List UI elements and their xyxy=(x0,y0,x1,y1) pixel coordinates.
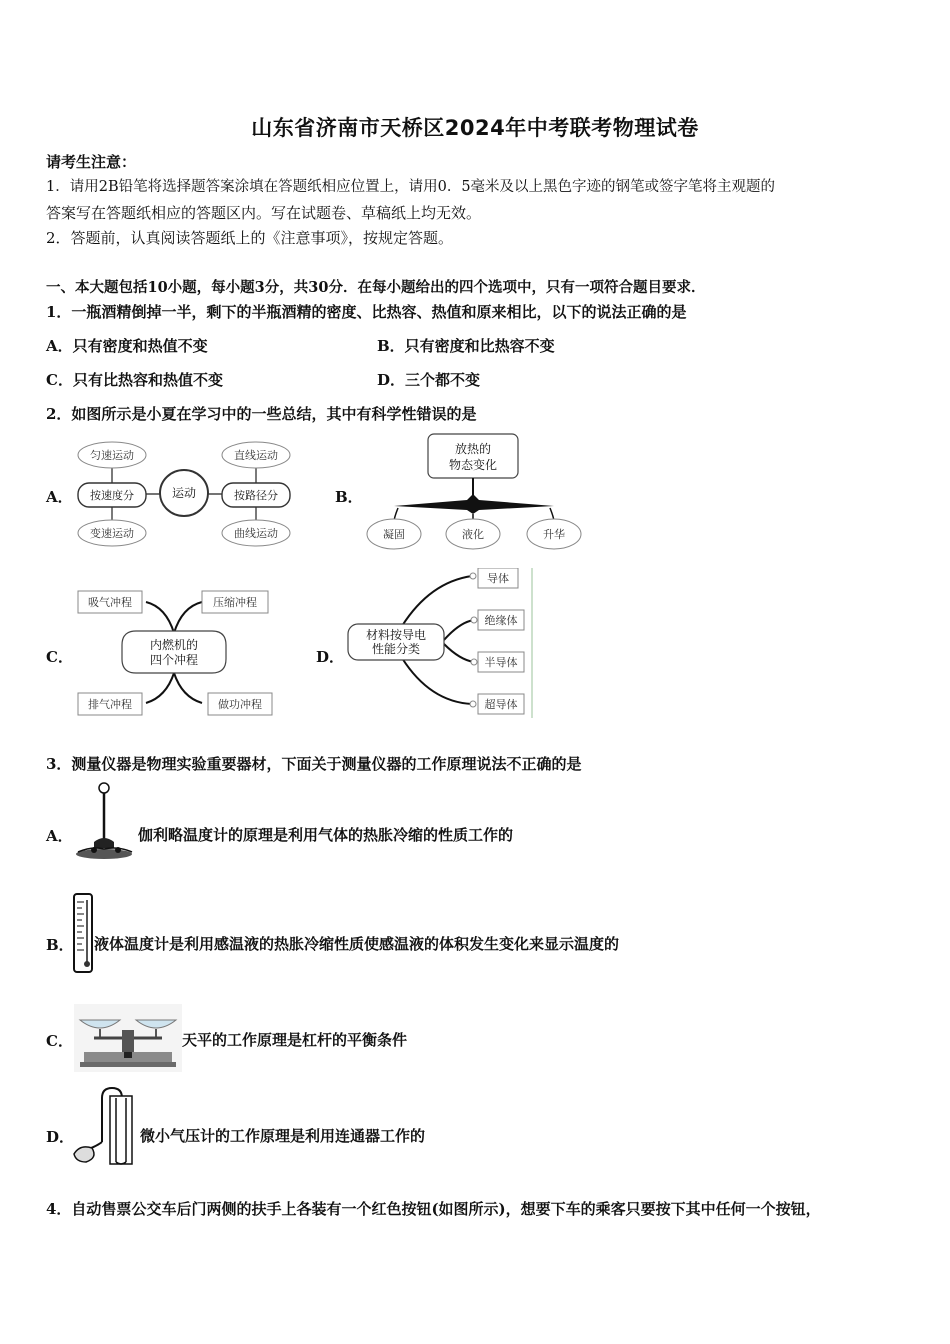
diagD-center-2: 性能分类 xyxy=(371,642,421,656)
q2-option-d-label[interactable]: D． xyxy=(316,648,345,666)
diagA-bl: 变速运动 xyxy=(90,527,134,540)
q1-stem: 1．一瓶酒精倒掉一半，剩下的半瓶酒精的密度、比热容、热值和原来相比，以下的说法正确的是 xyxy=(46,303,687,321)
q4-stem: 4．自动售票公交车后门两侧的扶手上各装有一个红色按钮(如图所示)，想要下车的乘客只要按下其中任何一个按钮， xyxy=(46,1200,821,1218)
diagA-tr: 直线运动 xyxy=(234,449,278,462)
diagB-top-1: 放热的 xyxy=(454,442,492,456)
notice-heading: 请考生注意： xyxy=(46,153,137,171)
diagB-l: 凝固 xyxy=(383,528,405,541)
q1-option-a[interactable]: A．只有密度和热值不变 xyxy=(46,337,208,355)
diagA-br: 曲线运动 xyxy=(234,527,278,540)
galileo-thermometer-image xyxy=(74,782,136,862)
q3-option-b-text[interactable]: 液体温度计是利用感温液的热胀冷缩性质使感温液的体积发生变化来显示温度的 xyxy=(94,935,620,953)
diagA-left-mid: 按速度分 xyxy=(90,489,134,502)
diagB-r: 升华 xyxy=(543,528,565,541)
q3-option-d-text[interactable]: 微小气压计的工作原理是利用连通器工作的 xyxy=(140,1127,426,1145)
diagA-tl: 匀速运动 xyxy=(90,449,134,462)
notice-line-1a: 1．请用2B铅笔将选择题答案涂填在答题纸相应位置上，请用0．5毫米及以上黑色字迹的钢笔或签字笔将主观题的 xyxy=(46,179,776,195)
diagB-top-2: 物态变化 xyxy=(448,458,498,472)
diagD-item-1: 导体 xyxy=(487,572,509,585)
q1-option-d[interactable]: D．三个都不变 xyxy=(377,371,481,389)
q2-diagram-d xyxy=(340,568,540,720)
q2-stem: 2．如图所示是小夏在学习中的一些总结，其中有科学性错误的是 xyxy=(46,405,477,423)
liquid-thermometer-image xyxy=(70,890,96,976)
q3-option-c-text[interactable]: 天平的工作原理是杠杆的平衡条件 xyxy=(182,1031,408,1049)
diagC-bl: 排气冲程 xyxy=(88,698,132,711)
q2-option-a-label[interactable]: A． xyxy=(46,488,73,506)
q2-diagram-c xyxy=(74,585,279,720)
page-title: 山东省济南市天桥区2024年中考联考物理试卷 xyxy=(251,116,699,140)
q2-diagram-b xyxy=(362,430,587,552)
notice-line-2: 2．答题前，认真阅读答题纸上的《注意事项》，按规定答题。 xyxy=(46,229,454,247)
q3-option-a-label[interactable]: A． xyxy=(46,827,73,845)
diagC-tr: 压缩冲程 xyxy=(213,596,257,609)
diagD-center-1: 材料按导电 xyxy=(365,628,427,642)
diagC-center-1: 内燃机的 xyxy=(149,638,199,652)
diagD-item-2: 绝缘体 xyxy=(484,614,518,627)
q2-option-c-label[interactable]: C． xyxy=(46,648,73,666)
diagC-center-2: 四个冲程 xyxy=(149,653,199,667)
q2-diagram-a xyxy=(74,436,304,552)
q2-option-b-label[interactable]: B． xyxy=(335,488,363,506)
balance-scale-image xyxy=(74,1004,182,1072)
diagD-item-3: 半导体 xyxy=(484,656,518,669)
notice-line-1b: 答案写在答题纸相应的答题区内。写在试题卷、草稿纸上均无效。 xyxy=(46,204,482,222)
q3-stem: 3．测量仪器是物理实验重要器材，下面关于测量仪器的工作原理说法不正确的是 xyxy=(46,755,582,773)
diagB-m: 液化 xyxy=(462,528,484,541)
diagA-center: 运动 xyxy=(171,486,197,500)
diagA-right-mid: 按路径分 xyxy=(234,489,278,502)
diagC-tl: 吸气冲程 xyxy=(88,596,132,609)
q1-option-c[interactable]: C．只有比热容和热值不变 xyxy=(46,371,223,389)
q3-option-c-label[interactable]: C． xyxy=(46,1032,73,1050)
q3-option-b-label[interactable]: B． xyxy=(46,936,74,954)
q1-option-b[interactable]: B．只有密度和比热容不变 xyxy=(377,337,555,355)
q3-option-d-label[interactable]: D． xyxy=(46,1128,75,1146)
section-heading: 一、本大题包括10小题，每小题3分，共30分．在每小题给出的四个选项中，只有一项符合题目要求． xyxy=(46,279,706,296)
pressure-gauge-image xyxy=(72,1086,140,1168)
diagD-item-4: 超导体 xyxy=(484,698,518,711)
diagC-br: 做功冲程 xyxy=(218,698,262,711)
q3-option-a-text[interactable]: 伽利略温度计的原理是利用气体的热胀冷缩的性质工作的 xyxy=(138,826,514,844)
